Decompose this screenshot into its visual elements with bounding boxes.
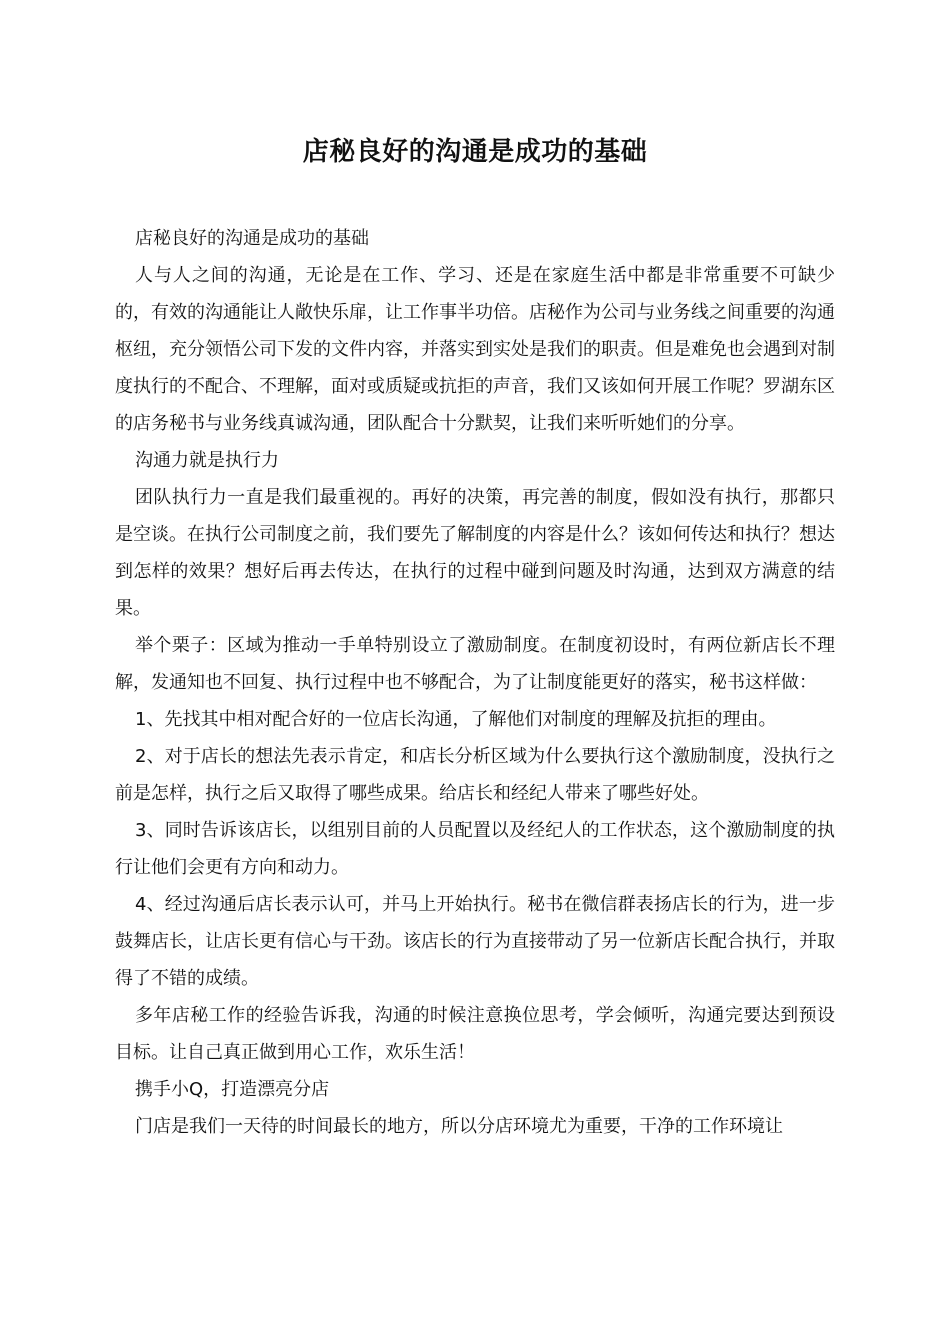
- paragraph-subtitle: 店秘良好的沟通是成功的基础: [135, 228, 369, 249]
- list-item-3: 3、同时告诉该店长，以组别目前的人员配置以及经纪人的工作状态，这个激励制度的执行让他们会更有方向和动力。: [115, 820, 835, 878]
- list-item-1: 1、先找其中相对配合好的一位店长沟通，了解他们对制度的理解及抗拒的理由。: [135, 709, 777, 730]
- section-heading-execution: 沟通力就是执行力: [135, 450, 279, 471]
- list-item-4: 4、经过沟通后店长表示认可，并马上开始执行。秘书在微信群表扬店长的行为，进一步鼓舞店长，让店长更有信心与干劲。该店长的行为直接带动了另一位新店长配合执行，并取得了不错的成绩。: [115, 894, 835, 989]
- section-heading-store: 携手小Q，打造漂亮分店: [135, 1079, 330, 1100]
- paragraph-store: 门店是我们一天待的时间最长的地方，所以分店环境尤为重要，干净的工作环境让: [135, 1116, 783, 1137]
- paragraph-experience: 多年店秘工作的经验告诉我，沟通的时候注意换位思考，学会倾听，沟通完要达到预设目标。让自己真正做到用心工作，欢乐生活！: [115, 1005, 835, 1063]
- paragraph-execution: 团队执行力一直是我们最重视的。再好的决策，再完善的制度，假如没有执行，那都只是空谈。在执行公司制度之前，我们要先了解制度的内容是什么？该如何传达和执行？想达到怎样的效果？想好后再去传达，在执行的过程中碰到问题及时沟通，达到双方满意的结果。: [115, 487, 835, 619]
- list-item-2: 2、对于店长的想法先表示肯定，和店长分析区域为什么要执行这个激励制度，没执行之前是怎样，执行之后又取得了哪些成果。给店长和经纪人带来了哪些好处。: [115, 746, 835, 804]
- paragraph-intro: 人与人之间的沟通，无论是在工作、学习、还是在家庭生活中都是非常重要不可缺少的，有效的沟通能让人敞快乐扉，让工作事半功倍。店秘作为公司与业务线之间重要的沟通枢纽，充分领悟公司下发的文件内容，并落实到实处是我们的职责。但是难免也会遇到对制度执行的不配合、不理解，面对或质疑或抗拒的声音，我们又该如何开展工作呢？罗湖东区的店务秘书与业务线真诚沟通，团队配合十分默契，让我们来听听她们的分享。: [115, 265, 835, 434]
- paragraph-example: 举个栗子：区域为推动一手单特别设立了激励制度。在制度初设时，有两位新店长不理解，发通知也不回复、执行过程中也不够配合，为了让制度能更好的落实，秘书这样做：: [115, 635, 835, 693]
- document-title: 店秘良好的沟通是成功的基础: [302, 137, 648, 167]
- document-body: [115, 220, 835, 1145]
